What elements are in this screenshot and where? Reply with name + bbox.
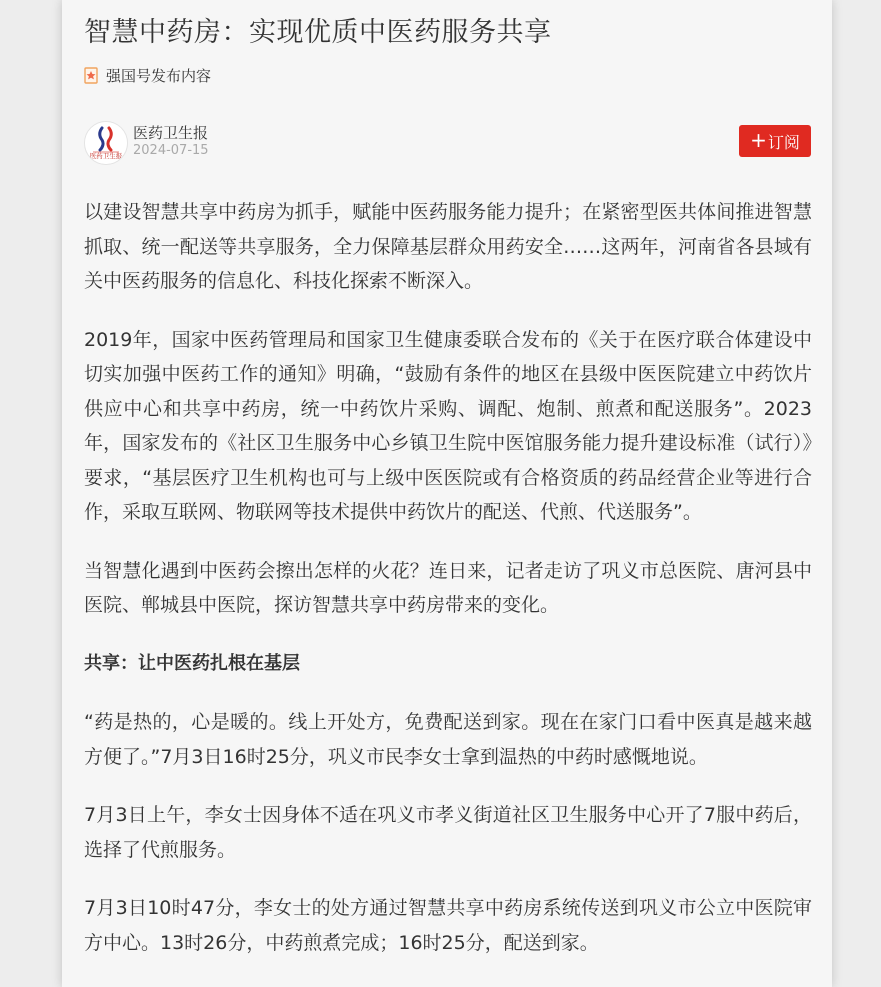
source-row — [84, 64, 211, 86]
paragraph: 以建设智慧共享中药房为抓手，赋能中医药服务能力提升；在紧密型医共体间推进智慧抓取、统一配送等共享服务，全力保障基层群众用药安全……这两年，河南省各县域有关中医药服务的信息化、科技化探索不断深入。 — [84, 201, 812, 292]
author-row — [84, 118, 811, 166]
article-title: 智慧中药房：实现优质中医药服务共享 — [84, 17, 552, 48]
subscribe-button[interactable] — [739, 125, 811, 157]
paragraph: 当智慧化遇到中医药会擦出怎样的火花？连日来，记者走访了巩义市总医院、唐河县中医院、郸城县中医院，探访智慧共享中药房带来的变化。 — [84, 559, 812, 616]
author-avatar[interactable] — [84, 121, 128, 165]
right-margin — [832, 0, 881, 987]
subscribe-label: 订阅 — [767, 132, 800, 152]
paragraph: “药是热的，心是暖的。线上开处方，免费配送到家。现在在家门口看中医真是越来越方便了。”7月3日16时25分，巩义市民李女士拿到温热的中药时感慨地说。 — [84, 711, 812, 768]
plus-icon: + — [750, 128, 767, 152]
article-card — [62, 0, 832, 987]
article-body — [84, 195, 812, 984]
paragraph: 7月3日10时47分，李女士的处方通过智慧共享中药房系统传送到巩义市公立中医院审方中心。13时26分，中药煎煮完成；16时25分，配送到家。 — [84, 897, 812, 954]
paragraph: 7月3日上午，李女士因身体不适在巩义市孝义街道社区卫生服务中心开了7服中药后，选择了代煎服务。 — [84, 804, 812, 861]
newspaper-logo-icon — [85, 122, 127, 164]
author-name[interactable]: 医药卫生报 — [133, 124, 209, 142]
publish-date: 2024-07-15 — [133, 143, 209, 158]
avatar-logo-text: 医药卫生报 — [89, 152, 123, 160]
medal-badge-icon — [84, 67, 98, 84]
paragraph: 2019年，国家中医药管理局和国家卫生健康委联合发布的《关于在医疗联合体建设中切实加强中医药工作的通知》明确，“鼓励有条件的地区在县级中医医院建立中药饮片供应中心和共享中药房，统一中药饮片采购、调配、炮制、煎煮和配送服务”。2023年，国家发布的《社区卫生服务中心乡镇卫生院中医馆服务能力提升建设标准（试行）》要求，“基层医疗卫生机构也可与上级中医医院或有合格资质的药品经营企业等进行合作，采取互联网、物联网等技术提供中药饮片的配送、代煎、代送服务”。 — [84, 328, 812, 523]
left-margin — [0, 0, 60, 987]
section-heading: 共享：让中医药扎根在基层 — [84, 652, 300, 674]
source-label: 强国号发布内容 — [106, 66, 212, 85]
